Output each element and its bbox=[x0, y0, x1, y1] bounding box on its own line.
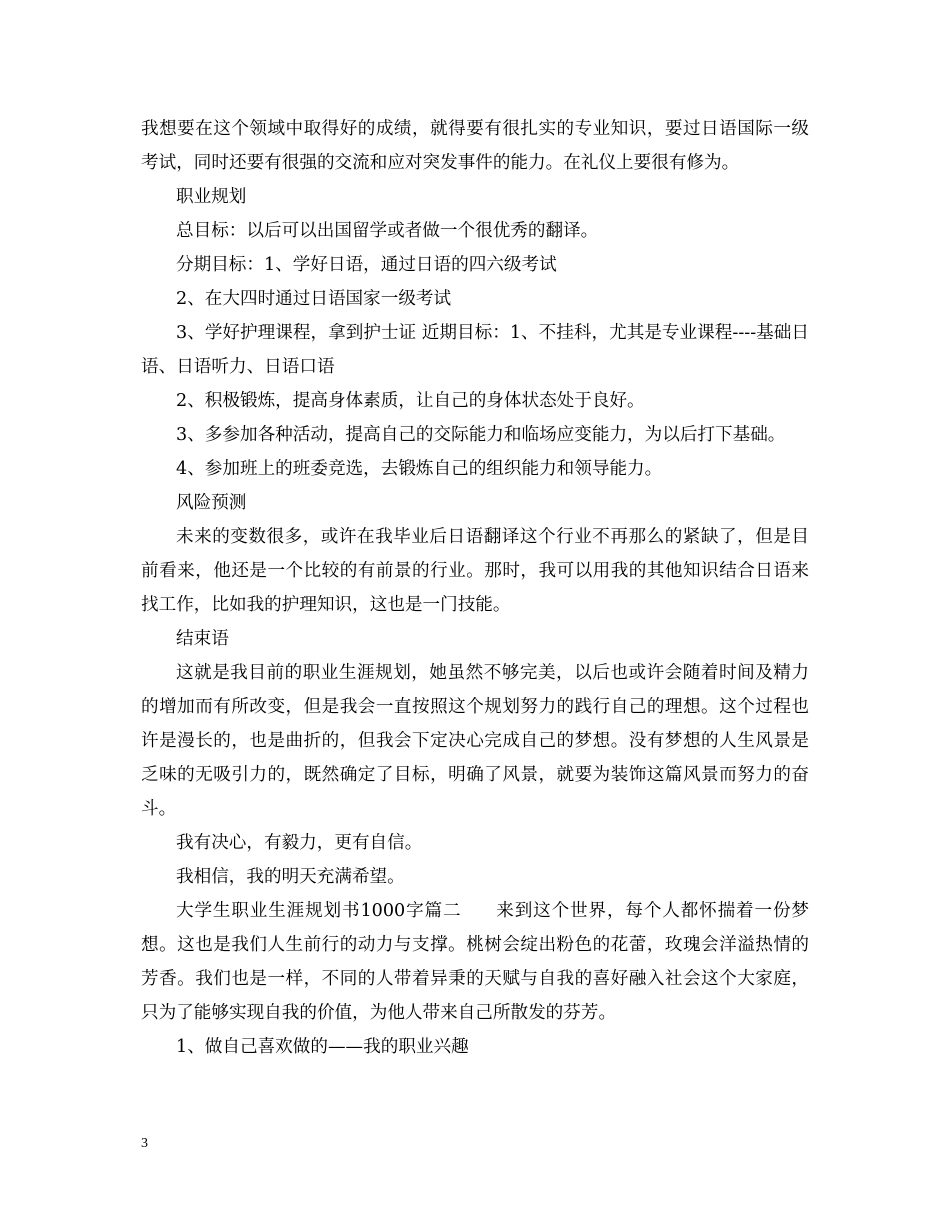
paragraph-stage-goal-2: 2、在大四时通过日语国家一级考试 bbox=[176, 289, 452, 309]
paragraph-career-interest: 1、做自己喜欢做的——我的职业兴趣 bbox=[176, 1037, 469, 1057]
section-two-body: 来到这个世界，每个人都怀揣着一份梦想。这也是我们人生前行的动力与支撑。桃树会绽出粉色的花蕾，玫瑰会洋溢热情的芳香。我们也是一样，不同的人带着异秉的天赋与自我的喜好融入社会这个大家庭，只为了能够实现自我的价值，为他人带来自己所散发的芬芳。 bbox=[141, 901, 809, 1023]
heading-conclusion: 结束语 bbox=[176, 629, 229, 649]
paragraph-belief: 我相信，我的明天充满希望。 bbox=[176, 867, 405, 887]
paragraph-determination: 我有决心，有毅力，更有自信。 bbox=[176, 833, 423, 853]
paragraph-near-goal-4: 4、参加班上的班委竞选，去锻炼自己的组织能力和领导能力。 bbox=[176, 459, 663, 479]
paragraph-risk-text: 未来的变数很多，或许在我毕业后日语翻译这个行业不再那么的紧缺了，但是目前看来，他还是一个比较的有前景的行业。那时，我可以用我的其他知识结合日语来找工作，比如我的护理知识，这也是一门技能。 bbox=[141, 527, 809, 615]
paragraph-stage-goal-3: 3、学好护理课程，拿到护士证 近期目标：1、不挂科，尤其是专业课程----基础日语、日语听力、日语口语 bbox=[141, 323, 809, 377]
paragraph-near-goal-2: 2、积极锻炼，提高身体素质，让自己的身体状态处于良好。 bbox=[176, 391, 645, 411]
heading-risk-forecast: 风险预测 bbox=[176, 493, 247, 513]
paragraph-near-goal-3: 3、多参加各种活动，提高自己的交际能力和临场应变能力，为以后打下基础。 bbox=[176, 425, 786, 445]
document-body bbox=[141, 112, 809, 1064]
paragraph-stage-goal-1: 分期目标：1、学好日语，通过日语的四六级考试 bbox=[176, 255, 557, 275]
paragraph-overall-goal: 总目标：以后可以出国留学或者做一个很优秀的翻译。 bbox=[176, 221, 599, 241]
paragraph-intro: 我想要在这个领域中取得好的成绩，就得要有很扎实的专业知识，要过日语国际一级考试，同时还要有很强的交流和应对突发事件的能力。在礼仪上要很有修为。 bbox=[141, 119, 809, 173]
paragraph-conclusion-text: 这就是我目前的职业生涯规划，她虽然不够完美，以后也或许会随着时间及精力的增加而有所改变，但是我会一直按照这个规划努力的践行自己的理想。这个过程也许是漫长的，也是曲折的，但我会下定决心完成自己的梦想。没有梦想的人生风景是乏味的无吸引力的，既然确定了目标，明确了风景，就要为装饰这篇风景而努力的奋斗。 bbox=[141, 663, 809, 819]
page-number: 3 bbox=[141, 1136, 148, 1151]
paragraph-section-two bbox=[141, 894, 809, 1030]
heading-career-plan: 职业规划 bbox=[176, 187, 247, 207]
section-two-heading: 大学生职业生涯规划书1000字篇二 bbox=[176, 901, 462, 921]
